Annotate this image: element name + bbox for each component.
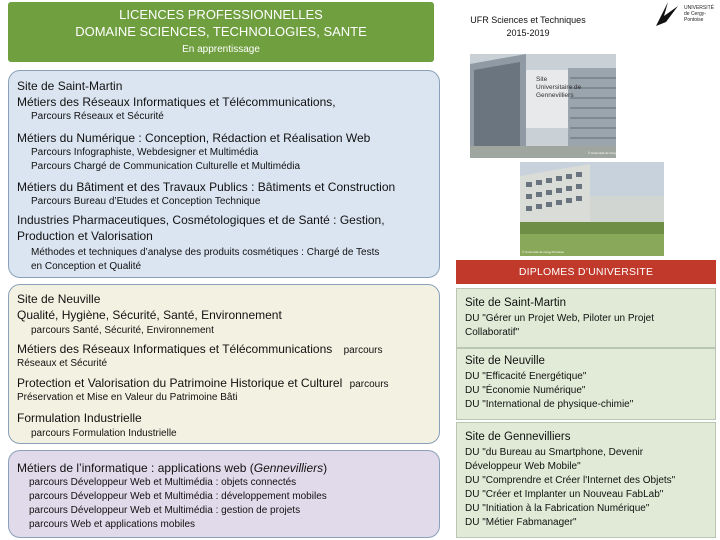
sm-program-2-parcours-2: Parcours Chargé de Communication Culturelle et Multimédia	[31, 161, 301, 172]
sm-program-1-parcours: Parcours Réseaux et Sécurité	[31, 111, 164, 122]
ufr-years: 2015-2019	[506, 28, 550, 38]
subtitle: En apprentissage	[182, 44, 260, 55]
nv-program-3-parcours: Préservation et Mise en Valeur du Patrimoine Bâti	[17, 392, 238, 403]
sm-program-4-title-1: Industries Pharmaceutiques, Cosmétologiques et de Santé : Gestion,	[17, 213, 385, 227]
header-banner	[8, 2, 434, 62]
web-program-title-prefix: Métiers de l’informatique : applications web (	[17, 461, 254, 475]
du-gv-item-1-line-1: DU "du Bureau au Smartphone, Devenir	[465, 447, 644, 458]
photo1-credit: © Université de Cergy-Pontoise	[588, 151, 631, 155]
sm-program-4-parcours-2: en Conception et Qualité	[31, 261, 142, 272]
du-nv-item-1: DU "Efficacité Energétique"	[465, 371, 587, 382]
web-program-title-location: Gennevilliers	[253, 461, 324, 475]
nv-program-2-title-text: Métiers des Réseaux Informatiques et Télécommunications	[17, 342, 333, 356]
sm-program-3-parcours: Parcours Bureau d’Etudes et Conception Technique	[31, 196, 261, 207]
web-applications-panel	[8, 450, 440, 538]
du-gennevilliers-label: Site de Gennevilliers	[465, 431, 571, 443]
du-nv-item-3: DU "International de physique-chimie"	[465, 399, 634, 410]
neuville-site-label: Site de Neuville	[17, 292, 101, 306]
saint-martin-panel	[8, 70, 440, 278]
sm-program-4-parcours-1: Méthodes et techniques d’analyse des produits cosmétiques : Chargé de Tests	[31, 247, 380, 258]
title-line-2: DOMAINE SCIENCES, TECHNOLOGIES, SANTE	[75, 24, 367, 39]
nv-program-1-parcours: parcours Santé, Sécurité, Environnement	[31, 325, 214, 336]
nv-program-2-parcours: Réseaux et Sécurité	[17, 358, 108, 369]
du-gennevilliers-box	[456, 422, 716, 538]
nv-program-3-title-text: Protection et Valorisation du Patrimoine Historique et Culturel	[17, 376, 343, 390]
du-sm-item-1-line-1: DU "Gérer un Projet Web, Piloter un Projet	[465, 313, 654, 324]
du-gv-item-2: DU "Comprendre et Créer l'Internet des Objets"	[465, 475, 676, 486]
du-neuville-label: Site de Neuville	[465, 355, 545, 367]
web-program-title-suffix: )	[323, 461, 328, 475]
neuville-panel	[8, 284, 440, 444]
du-sm-item-1-line-2: Collaboratif"	[465, 327, 520, 338]
diplomes-title: DIPLOMES D’UNIVERSITE	[456, 260, 716, 284]
university-logo-icon	[654, 0, 680, 28]
du-neuville-box	[456, 348, 716, 420]
nv-program-2-parcours-inline: parcours	[343, 345, 383, 356]
university-logo-text: UNIVERSITÉ de Cergy-Pontoise	[684, 5, 715, 23]
du-gv-item-3: DU "Créer et Implanter un Nouveau FabLab"	[465, 489, 664, 500]
web-program-title	[17, 461, 327, 475]
nv-program-1-title: Qualité, Hygiène, Sécurité, Santé, Environnement	[17, 308, 282, 322]
building-sign: Site Universitaire de Gennevilliers	[536, 76, 582, 99]
campus-photo	[520, 162, 664, 256]
ufr-label	[458, 14, 598, 40]
campus-illustration	[520, 162, 664, 256]
du-nv-item-2: DU "Économie Numérique"	[465, 385, 586, 396]
nv-program-4-title: Formulation Industrielle	[17, 411, 142, 425]
nv-program-3-title	[17, 376, 389, 391]
nv-program-4-parcours: parcours Formulation Industrielle	[31, 428, 177, 439]
nv-program-3-parcours-inline: parcours	[349, 379, 389, 390]
du-gv-item-4: DU "Initiation à la Fabrication Numérique"	[465, 503, 650, 514]
web-parcours-4: parcours Web et applications mobiles	[29, 519, 196, 530]
photo2-credit: © Université de Cergy-Pontoise	[522, 250, 565, 254]
sm-program-1-title: Métiers des Réseaux Informatiques et Télécommunications,	[17, 95, 336, 109]
saint-martin-site-label: Site de Saint-Martin	[17, 79, 123, 93]
du-saint-martin-label: Site de Saint-Martin	[465, 297, 566, 309]
sm-program-2-title: Métiers du Numérique : Conception, Rédaction et Réalisation Web	[17, 131, 371, 145]
sm-program-3-title: Métiers du Bâtiment et des Travaux Publics : Bâtiments et Construction	[17, 180, 396, 194]
web-parcours-3: parcours Développeur Web et Multimédia : gestion de projets	[29, 505, 301, 516]
building-illustration	[470, 54, 616, 158]
du-gv-item-1-line-2: Développeur Web Mobile"	[465, 461, 581, 472]
du-gv-item-5: DU "Métier Fabmanager"	[465, 517, 577, 528]
gennevilliers-building-photo	[470, 54, 631, 158]
nv-program-2-title	[17, 342, 383, 357]
ufr-name: UFR Sciences et Techniques	[470, 15, 586, 25]
web-parcours-2: parcours Développeur Web et Multimédia : développement mobiles	[29, 491, 327, 502]
sm-program-4-title-2: Production et Valorisation	[17, 229, 153, 243]
web-parcours-1: parcours Développeur Web et Multimédia : objets connectés	[29, 477, 297, 488]
sm-program-2-parcours-1: Parcours Infographiste, Webdesigner et Multimédia	[31, 147, 259, 158]
du-saint-martin-box	[456, 288, 716, 348]
title-line-1: LICENCES PROFESSIONNELLES	[119, 7, 323, 22]
